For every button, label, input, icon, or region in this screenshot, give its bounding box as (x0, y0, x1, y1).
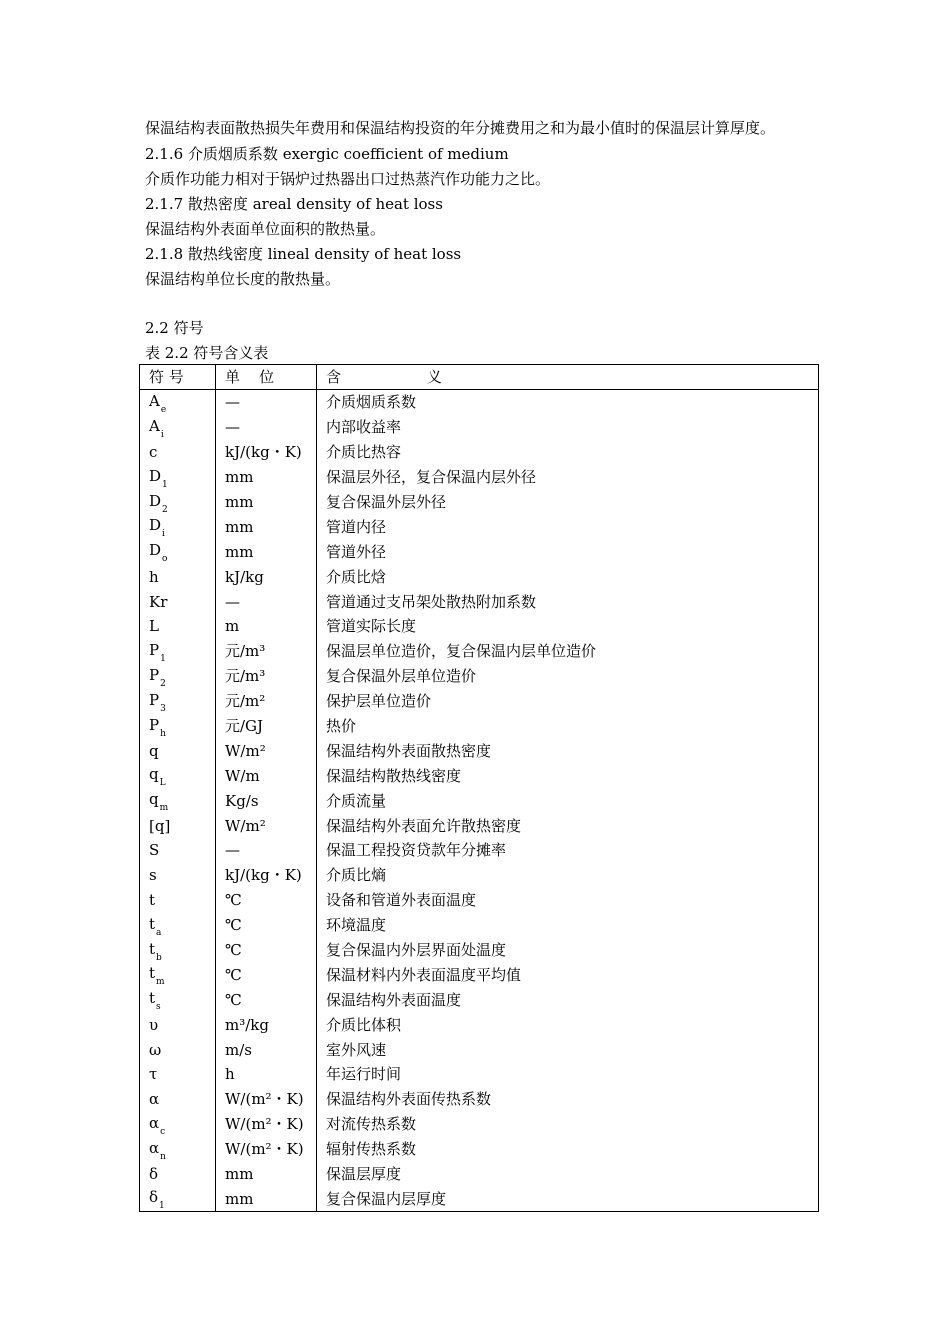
unit-cell: kJ/kg (216, 564, 317, 589)
meaning-cell: 热价 (317, 714, 819, 739)
table-row (140, 1012, 819, 1037)
symbol-main: A (149, 391, 160, 410)
symbol-subscript: h (160, 728, 166, 739)
symbol-cell (140, 664, 216, 689)
table-caption: 表 2.2 符号含义表 (145, 344, 269, 362)
symbol-cell (140, 1162, 216, 1187)
unit-cell: — (216, 838, 317, 863)
table-row (140, 1187, 819, 1212)
header-unit: 单 位 (216, 365, 317, 390)
symbol-main: τ (149, 1065, 158, 1084)
symbol-cell (140, 614, 216, 639)
symbol-cell (140, 1137, 216, 1162)
paragraph-economic-thickness: 保温结构表面散热损失年费用和保温结构投资的年分摊费用之和为最小值时的保温层计算厚度。 (145, 119, 776, 137)
symbol-main: δ (149, 1165, 159, 1184)
table-row (140, 514, 819, 539)
symbol-cell (140, 863, 216, 888)
symbol-table (139, 364, 819, 1212)
symbol-subscript: s (156, 1002, 161, 1013)
table-row (140, 813, 819, 838)
symbol-cell (140, 1062, 216, 1087)
table-row (140, 987, 819, 1012)
unit-cell: W/(m²・K) (216, 1087, 317, 1112)
unit-cell: mm (216, 465, 317, 490)
unit-cell: 元/m² (216, 689, 317, 714)
table-row (140, 738, 819, 763)
symbol-main: h (149, 567, 159, 586)
table-row (140, 1112, 819, 1137)
unit-cell: ℃ (216, 913, 317, 938)
symbol-subscript: 1 (159, 1201, 165, 1212)
unit-cell: h (216, 1062, 317, 1087)
symbol-main: [q] (149, 816, 171, 835)
meaning-cell: 复合保温内层厚度 (317, 1187, 819, 1212)
symbol-main: A (149, 416, 160, 435)
symbol-main: D (149, 466, 162, 485)
symbol-main: S (149, 841, 160, 860)
symbol-cell (140, 813, 216, 838)
table-row (140, 440, 819, 465)
symbol-subscript: c (160, 1126, 166, 1137)
meaning-cell: 年运行时间 (317, 1062, 819, 1087)
unit-cell: 元/m³ (216, 664, 317, 689)
unit-cell: 元/m³ (216, 639, 317, 664)
symbol-cell (140, 440, 216, 465)
meaning-cell: 保温材料内外表面温度平均值 (317, 962, 819, 987)
meaning-cell: 环境温度 (317, 913, 819, 938)
unit-cell: m³/kg (216, 1012, 317, 1037)
symbol-cell (140, 539, 216, 564)
symbol-subscript: 3 (160, 703, 166, 714)
symbol-cell (140, 763, 216, 788)
symbol-main: α (149, 1138, 160, 1157)
meaning-cell: 保温工程投资贷款年分摊率 (317, 838, 819, 863)
symbol-cell (140, 1087, 216, 1112)
symbol-main: D (149, 541, 162, 560)
table-row (140, 639, 819, 664)
paragraph-2-1-8: 保温结构单位长度的散热量。 (145, 270, 341, 288)
unit-cell: m/s (216, 1037, 317, 1062)
symbol-cell (140, 987, 216, 1012)
meaning-cell: 室外风速 (317, 1037, 819, 1062)
meaning-cell: 对流传热系数 (317, 1112, 819, 1137)
table-row (140, 838, 819, 863)
symbol-subscript: b (156, 952, 162, 963)
symbol-cell (140, 589, 216, 614)
table-row (140, 788, 819, 813)
meaning-cell: 管道通过支吊架处散热附加系数 (317, 589, 819, 614)
unit-cell: m (216, 614, 317, 639)
unit-cell: ℃ (216, 938, 317, 963)
symbol-subscript: n (160, 1151, 166, 1162)
table-row (140, 863, 819, 888)
symbol-main: q (149, 741, 159, 760)
heading-2-1-7: 2.1.7 散热密度 areal density of heat loss (145, 195, 443, 213)
symbol-subscript: 1 (162, 479, 168, 490)
meaning-cell: 介质流量 (317, 788, 819, 813)
meaning-cell: 保温结构外表面允许散热密度 (317, 813, 819, 838)
table-row (140, 1087, 819, 1112)
symbol-cell (140, 490, 216, 515)
meaning-cell: 介质比熵 (317, 863, 819, 888)
meaning-cell: 管道外径 (317, 539, 819, 564)
symbol-subscript: i (162, 529, 165, 540)
heading-2-1-8: 2.1.8 散热线密度 lineal density of heat loss (145, 245, 462, 263)
table-row (140, 888, 819, 913)
table-row (140, 490, 819, 515)
unit-cell: W/m² (216, 738, 317, 763)
symbol-main: t (149, 914, 156, 933)
symbol-cell (140, 788, 216, 813)
unit-cell: W/(m²・K) (216, 1137, 317, 1162)
symbol-subscript: m (156, 977, 165, 988)
unit-cell: ℃ (216, 888, 317, 913)
symbol-cell (140, 913, 216, 938)
meaning-cell: 管道内径 (317, 514, 819, 539)
unit-cell: ℃ (216, 962, 317, 987)
unit-cell: mm (216, 490, 317, 515)
meaning-cell: 复合保温外层外径 (317, 490, 819, 515)
symbol-cell (140, 1037, 216, 1062)
meaning-cell: 保温层外径，复合保温内层外径 (317, 465, 819, 490)
table-row (140, 465, 819, 490)
symbol-main: ω (149, 1040, 162, 1059)
symbol-main: P (149, 690, 160, 709)
table-row (140, 614, 819, 639)
meaning-cell: 复合保温内外层界面处温度 (317, 938, 819, 963)
symbol-cell (140, 390, 216, 415)
symbol-cell (140, 1187, 216, 1212)
meaning-cell: 保温结构外表面温度 (317, 987, 819, 1012)
table-row (140, 589, 819, 614)
symbol-main: P (149, 640, 160, 659)
symbol-subscript: 2 (162, 504, 168, 515)
table-header-row (140, 365, 819, 390)
symbol-main: L (149, 617, 159, 636)
paragraph-2-1-6: 介质作功能力相对于锅炉过热器出口过热蒸汽作功能力之比。 (145, 170, 551, 188)
unit-cell: W/m (216, 763, 317, 788)
symbol-main: t (149, 964, 156, 983)
unit-cell: mm (216, 539, 317, 564)
symbol-cell (140, 962, 216, 987)
symbol-subscript: 1 (160, 653, 166, 664)
meaning-cell: 设备和管道外表面温度 (317, 888, 819, 913)
symbol-main: δ (149, 1188, 159, 1207)
meaning-cell: 辐射传热系数 (317, 1137, 819, 1162)
symbol-cell (140, 514, 216, 539)
table-row (140, 1062, 819, 1087)
symbol-main: υ (149, 1015, 159, 1034)
symbol-subscript: 2 (160, 678, 166, 689)
unit-cell: mm (216, 1187, 317, 1212)
symbol-main: t (149, 939, 156, 958)
meaning-cell: 保温层厚度 (317, 1162, 819, 1187)
symbol-main: t (149, 989, 156, 1008)
symbol-cell (140, 838, 216, 863)
table-row (140, 763, 819, 788)
table-row (140, 1137, 819, 1162)
table-row (140, 390, 819, 415)
unit-cell: mm (216, 1162, 317, 1187)
symbol-main: P (149, 715, 160, 734)
symbol-main: P (149, 665, 160, 684)
meaning-cell: 内部收益率 (317, 415, 819, 440)
table-row (140, 938, 819, 963)
table-row (140, 539, 819, 564)
meaning-cell: 保温结构外表面传热系数 (317, 1087, 819, 1112)
table-row (140, 564, 819, 589)
symbol-main: α (149, 1090, 160, 1109)
meaning-cell: 保温结构散热线密度 (317, 763, 819, 788)
section-heading-2-2: 2.2 符号 (145, 319, 204, 337)
unit-cell: — (216, 589, 317, 614)
table-row (140, 664, 819, 689)
unit-cell: — (216, 415, 317, 440)
meaning-cell: 保温层单位造价，复合保温内层单位造价 (317, 639, 819, 664)
symbol-cell (140, 938, 216, 963)
unit-cell: W/(m²・K) (216, 1112, 317, 1137)
symbol-cell (140, 888, 216, 913)
table-row (140, 689, 819, 714)
symbol-cell (140, 738, 216, 763)
symbol-cell (140, 639, 216, 664)
header-meaning: 含 义 (317, 365, 819, 390)
meaning-cell: 管道实际长度 (317, 614, 819, 639)
table-row (140, 913, 819, 938)
symbol-main: q (149, 790, 159, 809)
symbol-main: c (149, 443, 158, 462)
unit-cell: ℃ (216, 987, 317, 1012)
symbol-main: α (149, 1113, 160, 1132)
unit-cell: mm (216, 514, 317, 539)
symbol-cell (140, 564, 216, 589)
symbol-main: D (149, 516, 162, 535)
table-row (140, 415, 819, 440)
meaning-cell: 介质比热容 (317, 440, 819, 465)
symbol-subscript: o (162, 554, 168, 565)
meaning-cell: 介质比焓 (317, 564, 819, 589)
table-row (140, 714, 819, 739)
symbol-main: Kr (149, 592, 168, 611)
table-row (140, 1162, 819, 1187)
meaning-cell: 保温结构外表面散热密度 (317, 738, 819, 763)
symbol-cell (140, 1012, 216, 1037)
symbol-subscript: a (156, 927, 162, 938)
meaning-cell: 保护层单位造价 (317, 689, 819, 714)
unit-cell: W/m² (216, 813, 317, 838)
symbol-subscript: i (160, 429, 164, 440)
symbol-cell (140, 1112, 216, 1137)
unit-cell: Kg/s (216, 788, 317, 813)
symbol-subscript: e (160, 404, 167, 415)
symbol-main: t (149, 891, 156, 910)
header-symbol: 符 号 (140, 365, 216, 390)
meaning-cell: 复合保温外层单位造价 (317, 664, 819, 689)
meaning-cell: 介质烟质系数 (317, 390, 819, 415)
paragraph-2-1-7: 保温结构外表面单位面积的散热量。 (145, 220, 386, 238)
heading-2-1-6: 2.1.6 介质烟质系数 exergic coefficient of medium (145, 145, 509, 163)
unit-cell: kJ/(kg・K) (216, 863, 317, 888)
symbol-cell (140, 465, 216, 490)
symbol-subscript: L (159, 778, 166, 789)
symbol-cell (140, 714, 216, 739)
symbol-subscript: m (159, 803, 169, 814)
unit-cell: — (216, 390, 317, 415)
unit-cell: kJ/(kg・K) (216, 440, 317, 465)
unit-cell: 元/GJ (216, 714, 317, 739)
meaning-cell: 介质比体积 (317, 1012, 819, 1037)
table-row (140, 962, 819, 987)
symbol-cell (140, 415, 216, 440)
symbol-cell (140, 689, 216, 714)
symbol-main: q (149, 765, 159, 784)
table-row (140, 1037, 819, 1062)
symbol-main: D (149, 491, 162, 510)
symbol-main: s (149, 866, 157, 885)
